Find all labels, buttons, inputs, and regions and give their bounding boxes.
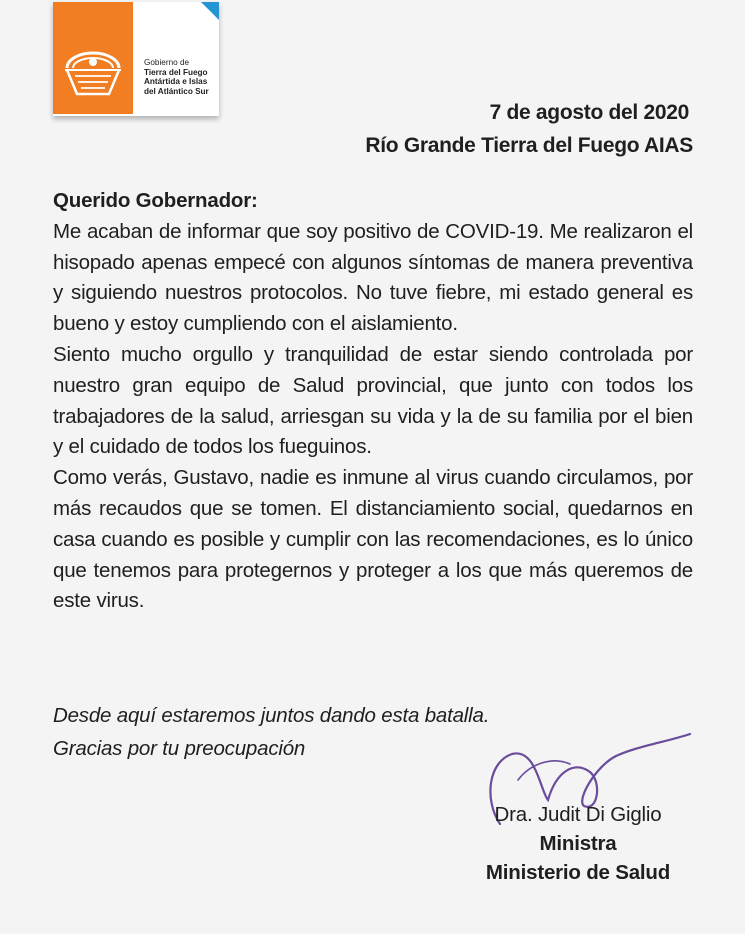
logo-emblem-block xyxy=(53,2,133,114)
logo-text xyxy=(144,58,218,96)
closing xyxy=(53,699,533,765)
logo-corner-fold xyxy=(201,2,219,20)
government-logo xyxy=(53,2,219,116)
letter-body xyxy=(53,186,693,617)
closing-line-2: Gracias por tu preocupación xyxy=(53,737,306,760)
logo-line-3: Antártida e Islas xyxy=(144,77,208,87)
logo-line-1: Gobierno de xyxy=(144,58,190,67)
paragraph-3: Como verás, Gustavo, nadie es inmune al virus cuando circulamos, por más recaudos que se tomen. El distanciamiento social, quedarnos en casa cuando es posible y cumplir con las recomendaciones, es lo único que tenemos para protegernos y proteger a los que más queremos de este virus. xyxy=(53,466,693,613)
salutation: Querido Gobernador: xyxy=(53,189,258,212)
signer-name: Dra. Judit Di Giglio xyxy=(494,803,662,826)
logo-line-2: Tierra del Fuego xyxy=(144,67,208,77)
closing-line-1: Desde aquí estaremos juntos dando esta batalla. xyxy=(53,704,490,727)
paragraph-1: Me acaban de informar que soy positivo de COVID-19. Me realizaron el hisopado apenas empecé con algunos síntomas de manera preventiva y siguiendo nuestros protocolos. No tuve fiebre, mi estado general es bueno y estoy cumpliendo con el aislamiento. xyxy=(53,219,693,336)
letter-date: 7 de agosto del 2020 xyxy=(489,101,689,124)
letter-place: Río Grande Tierra del Fuego AIAS xyxy=(365,134,693,157)
signer-title: Ministra xyxy=(539,832,617,855)
logo-line-4: del Atlántico Sur xyxy=(144,86,209,96)
signer-ministry: Ministerio de Salud xyxy=(485,861,671,884)
letter-header xyxy=(365,96,693,162)
sun-emblem-icon xyxy=(61,48,125,100)
signature-block xyxy=(480,800,676,887)
paragraph-2: Siento mucho orgullo y tranquilidad de estar siendo controlada por nuestro gran equipo de Salud provincial, que junto con todos los trabajadores de la salud, arriesgan su vida y la de su familia por el bien y el cuidado de todos los fueguinos. xyxy=(53,342,693,459)
